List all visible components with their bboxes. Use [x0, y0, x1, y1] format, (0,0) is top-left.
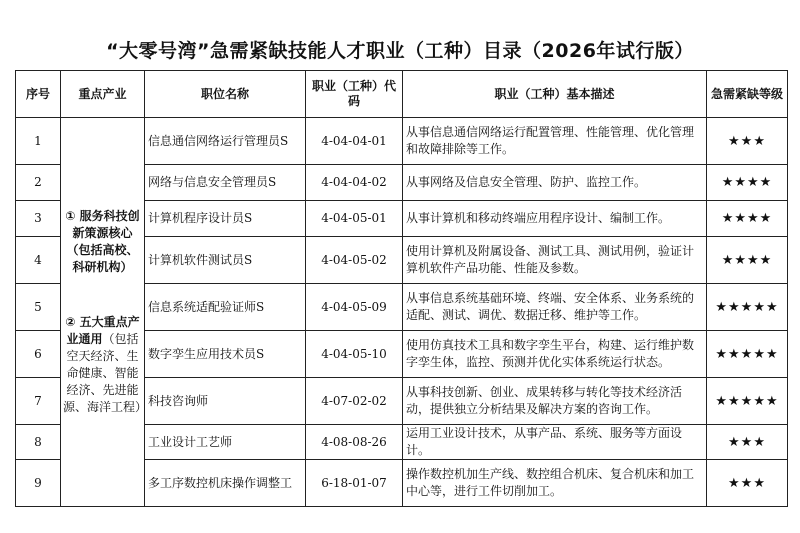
- row-job-name: 数字孪生应用技术员S: [145, 331, 306, 378]
- row-job-name: 科技咨询师: [145, 378, 306, 425]
- row-job-name: 多工序数控机床操作调整工: [145, 460, 306, 507]
- row-urgency-stars: ★★★: [707, 460, 788, 507]
- row-urgency-stars: ★★★★: [707, 201, 788, 237]
- row-description: 从事信息通信网络运行配置管理、性能管理、优化管理和故障排除等工作。: [403, 118, 707, 165]
- row-job-name: 工业设计工艺师: [145, 425, 306, 460]
- header-job-code: 职业（工种）代码: [306, 71, 403, 118]
- industry-group-2-main: ② 五大重点产业通用: [65, 315, 140, 346]
- row-description: 从事科技创新、创业、成果转移与转化等技术经济活动，提供独立分析结果及解决方案的咨询工作。: [403, 378, 707, 425]
- row-seq: 1: [16, 118, 61, 165]
- row-urgency-stars: ★★★★★: [707, 331, 788, 378]
- row-description: 操作数控机加生产线、数控组合机床、复合机床和加工中心等，进行工件切削加工。: [403, 460, 707, 507]
- row-seq: 3: [16, 201, 61, 237]
- row-job-code: 6-18-01-07: [306, 460, 403, 507]
- row-urgency-stars: ★★★: [707, 425, 788, 460]
- industry-group-1-sub: （包括高校、科研机构）: [66, 243, 139, 274]
- header-industry: 重点产业: [61, 71, 145, 118]
- row-description: 运用工业设计技术，从事产品、系统、服务等方面设计。: [403, 425, 707, 460]
- table-row: [16, 118, 788, 165]
- row-job-code: 4-04-05-02: [306, 237, 403, 284]
- industry-cell: [61, 118, 148, 507]
- row-urgency-stars: ★★★★★: [707, 378, 788, 425]
- row-job-code: 4-08-08-26: [306, 425, 403, 460]
- row-job-name: 信息通信网络运行管理员S: [145, 118, 306, 165]
- row-seq: 2: [16, 165, 61, 201]
- row-description: 从事网络及信息安全管理、防护、监控工作。: [403, 165, 707, 201]
- occupation-table: [15, 70, 788, 507]
- row-job-code: 4-07-02-02: [306, 378, 403, 425]
- table-header-row: [16, 71, 788, 118]
- row-description: 使用计算机及附属设备、测试工具、测试用例，验证计算机软件产品功能、性能及参数。: [403, 237, 707, 284]
- row-job-code: 4-04-05-01: [306, 201, 403, 237]
- row-seq: 7: [16, 378, 61, 425]
- row-job-name: 网络与信息安全管理员S: [145, 165, 306, 201]
- row-job-code: 4-04-04-02: [306, 165, 403, 201]
- row-job-name: 计算机程序设计员S: [145, 201, 306, 237]
- row-urgency-stars: ★★★★★: [707, 284, 788, 331]
- row-description: 从事计算机和移动终端应用程序设计、编制工作。: [403, 201, 707, 237]
- row-job-code: 4-04-04-01: [306, 118, 403, 165]
- header-job-name: 职位名称: [145, 71, 306, 118]
- row-job-name: 计算机软件测试员S: [145, 237, 306, 284]
- row-seq: 6: [16, 331, 61, 378]
- row-job-code: 4-04-05-09: [306, 284, 403, 331]
- row-urgency-stars: ★★★★: [707, 237, 788, 284]
- document-title: “大零号湾”急需紧缺技能人才职业（工种）目录（2026年试行版）: [106, 40, 694, 62]
- header-seq: 序号: [16, 71, 61, 118]
- industry-group-1-main: ① 服务科技创新策源核心: [65, 209, 140, 240]
- row-seq: 5: [16, 284, 61, 331]
- row-job-code: 4-04-05-10: [306, 331, 403, 378]
- row-seq: 9: [16, 460, 61, 507]
- row-urgency-stars: ★★★: [707, 118, 788, 165]
- header-description: 职业（工种）基本描述: [403, 71, 707, 118]
- row-job-name: 信息系统适配验证师S: [145, 284, 306, 331]
- row-urgency-stars: ★★★★: [707, 165, 788, 201]
- row-description: 从事信息系统基础环境、终端、安全体系、业务系统的适配、测试、调优、数据迁移、维护等工作。: [403, 284, 707, 331]
- row-description: 使用仿真技术工具和数字孪生平台，构建、运行维护数字孪生体，监控、预测并优化实体系统运行状态。: [403, 331, 707, 378]
- industry-group-2-sub: （包括空天经济、生命健康、智能经济、先进能源、海洋工程）: [63, 332, 148, 414]
- header-urgency: 急需紧缺等级: [707, 71, 788, 118]
- row-seq: 4: [16, 237, 61, 284]
- row-seq: 8: [16, 425, 61, 460]
